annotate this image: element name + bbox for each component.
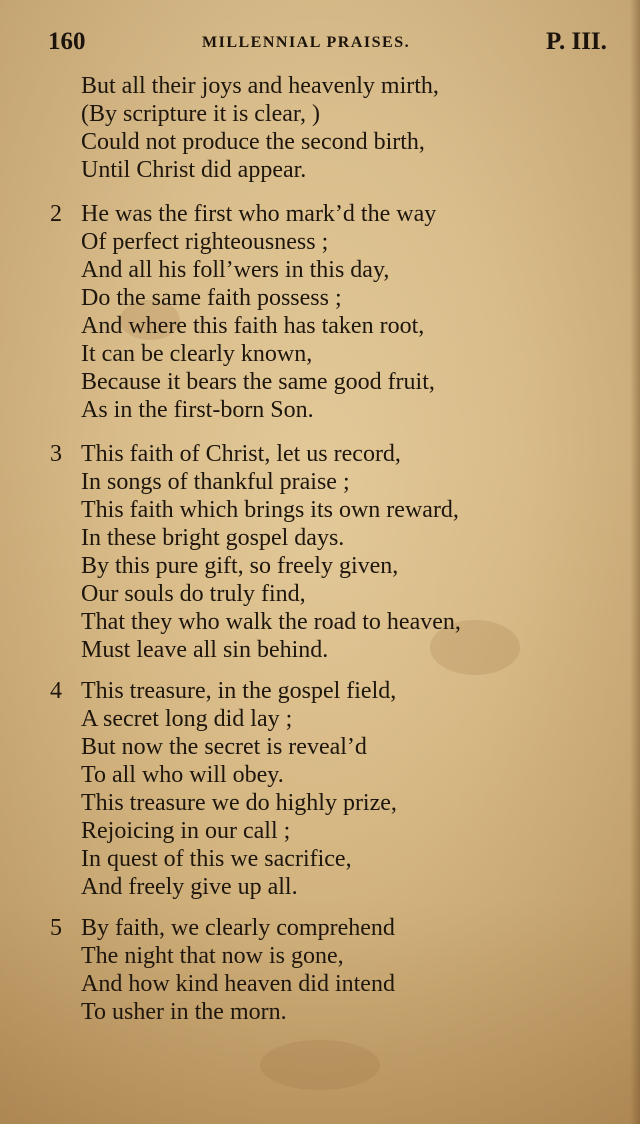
verse-number: 3 (50, 441, 62, 467)
verse-number: 2 (50, 201, 62, 227)
verse-line: And how kind heaven did intend (81, 971, 395, 997)
verse-line: To usher in the morn. (81, 999, 287, 1025)
verse-line: Until Christ did appear. (81, 157, 307, 183)
verse-line: Must leave all sin behind. (81, 637, 329, 663)
page-number: 160 (48, 28, 86, 55)
verse-line: Do the same faith possess ; (81, 285, 342, 311)
verse-line: And freely give up all. (81, 874, 298, 900)
page-edge-shadow (630, 0, 640, 1124)
verse-line: This treasure we do highly prize, (81, 790, 397, 816)
verse-line: This faith of Christ, let us record, (81, 441, 401, 467)
part-label: P. III. (546, 28, 607, 55)
verse-line: In these bright gospel days. (81, 525, 345, 551)
verse-line: He was the first who mark’d the way (81, 201, 437, 227)
verse-line: (By scripture it is clear, ) (81, 101, 320, 127)
page-header (0, 28, 640, 62)
verse-number: 5 (50, 915, 62, 941)
verse-line: Our souls do truly find, (81, 581, 306, 607)
verse-line: And where this faith has taken root, (81, 313, 425, 339)
verse-line: This treasure, in the gospel field, (81, 678, 397, 704)
verse-line: But all their joys and heavenly mirth, (81, 73, 439, 99)
verse-line: As in the first-born Son. (81, 397, 314, 423)
verse-line: A secret long did lay ; (81, 706, 293, 732)
verse-line: It can be clearly known, (81, 341, 313, 367)
verse-line: In quest of this we sacrifice, (81, 846, 352, 872)
verse-line: But now the secret is reveal’d (81, 734, 367, 760)
verse-number: 4 (50, 678, 62, 704)
verse-line: To all who will obey. (81, 762, 284, 788)
verse-line: Rejoicing in our call ; (81, 818, 291, 844)
verse-line: By this pure gift, so freely given, (81, 553, 399, 579)
verse-line: This faith which brings its own reward, (81, 497, 459, 523)
verse-line: And all his foll’wers in this day, (81, 257, 390, 283)
verse-line: By faith, we clearly comprehend (81, 915, 395, 941)
verse-line: Because it bears the same good fruit, (81, 369, 435, 395)
verse-line: That they who walk the road to heaven, (81, 609, 461, 635)
verse-line: In songs of thankful praise ; (81, 469, 350, 495)
running-title: MILLENNIAL PRAISES. (202, 34, 411, 51)
verse-line: Could not produce the second birth, (81, 129, 425, 155)
verse-line: The night that now is gone, (81, 943, 344, 969)
verse-line: Of perfect righteousness ; (81, 229, 329, 255)
paper-stain (260, 1040, 380, 1090)
